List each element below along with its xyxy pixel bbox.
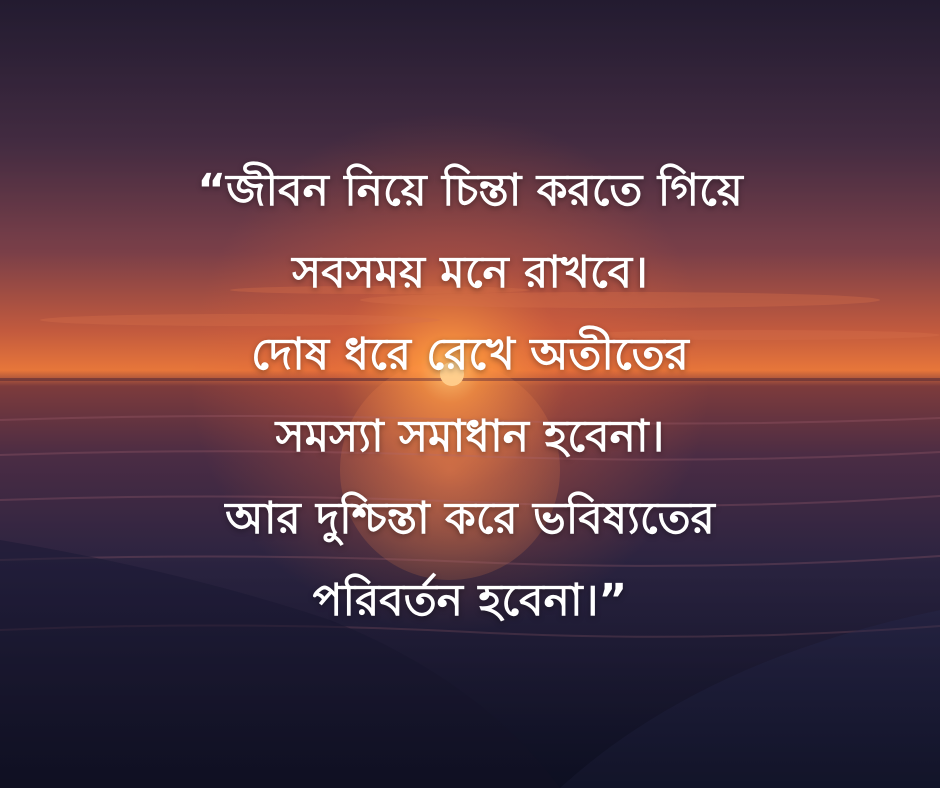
- quote-line: দোষ ধরে রেখে অতীতের: [251, 329, 689, 380]
- quote-line: “জীবন নিয়ে চিন্তা করতে গিয়ে: [197, 165, 743, 216]
- quote-line: পরিবর্তন হবেনা।”: [312, 575, 628, 626]
- quote-line: সবসময় মনে রাখবে।: [292, 247, 648, 298]
- quote-line: আর দুশ্চিন্তা করে ভবিষ্যতের: [225, 493, 715, 544]
- quote-text: [40, 150, 900, 642]
- quote-line: সমস্যা সমাধান হবেনা।: [275, 411, 665, 462]
